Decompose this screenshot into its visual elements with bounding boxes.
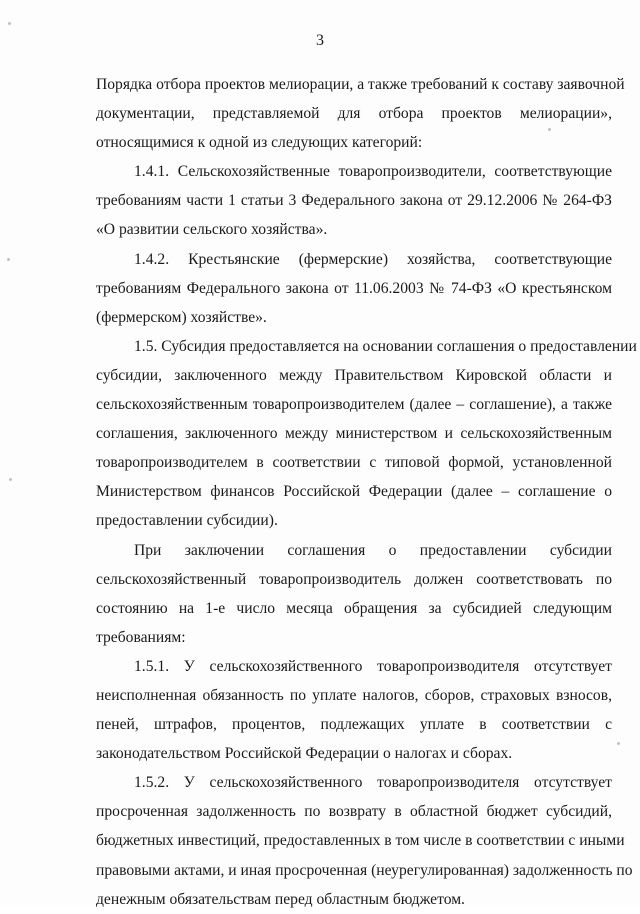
text-line: сельскохозяйственным товаропроизводителем (далее – соглашение), а также xyxy=(96,396,612,414)
text-line: законодательством Российской Федерации о налогах и сборах. xyxy=(96,745,513,763)
text-line: относящимися к одной из следующих категорий: xyxy=(96,134,423,152)
text-line: При заключении соглашения о предоставлении субсидии xyxy=(134,541,612,559)
scan-speck xyxy=(8,22,11,25)
text-line: 1.5.2. У сельскохозяйственного товаропроизводителя отсутствует xyxy=(134,774,612,792)
text-line: просроченная задолженность по возврату в областной бюджет субсидий, xyxy=(96,803,612,821)
paragraph xyxy=(96,332,637,536)
text-line: 1.5.1. У сельскохозяйственного товаропроизводителя отсутствует xyxy=(134,657,612,675)
text-line: неисполненная обязанность по уплате налогов, сборов, страховых взносов, xyxy=(96,686,612,704)
text-line: субсидии, заключенного между Правительством Кировской области и xyxy=(96,366,612,384)
text-line: (фермерском) хозяйстве». xyxy=(96,308,267,326)
scan-speck xyxy=(617,742,620,745)
text-line: Министерством финансов Российской Федерации (далее – соглашение о xyxy=(96,483,612,501)
text-line: требованиям Федерального закона от 11.06.2003 № 74-ФЗ «О крестьянском xyxy=(96,279,612,297)
text-line: «О развитии сельского хозяйства». xyxy=(96,221,328,239)
text-line: правовыми актами, и иная просроченная (неурегулированная) задолженность по xyxy=(96,861,633,879)
paragraph xyxy=(96,768,633,913)
text-line: денежным обязательствам перед областным бюджетом. xyxy=(96,890,465,908)
document-body xyxy=(96,70,637,914)
text-line: предоставлении субсидии). xyxy=(96,512,278,530)
scan-speck xyxy=(9,478,12,481)
text-line: документации, представляемой для отбора проектов мелиорации», xyxy=(96,105,612,123)
paragraph xyxy=(96,652,612,768)
text-line: 1.4.1. Сельскохозяйственные товаропроизводители, соответствующие xyxy=(134,163,612,181)
text-line: соглашения, заключенного между министерством и сельскохозяйственным xyxy=(96,425,612,443)
scan-speck xyxy=(7,258,10,261)
paragraph xyxy=(96,157,612,244)
text-line: 1.5. Субсидия предоставляется на основании соглашения о предоставлении xyxy=(134,337,637,355)
paragraph xyxy=(96,536,612,652)
text-line: Порядка отбора проектов мелиорации, а также требований к составу заявочной xyxy=(96,76,625,93)
text-line: состоянию на 1-е число месяца обращения за субсидией следующим xyxy=(96,599,612,617)
text-line: требованиям: xyxy=(96,628,186,646)
text-line: требованиям части 1 статьи 3 Федерального закона от 29.12.2006 № 264-ФЗ xyxy=(96,192,612,210)
text-line: 1.4.2. Крестьянские (фермерские) хозяйства, соответствующие xyxy=(134,250,612,268)
text-line: пеней, штрафов, процентов, подлежащих уплате в соответствии с xyxy=(96,716,612,734)
paragraph xyxy=(96,245,612,332)
text-line: товаропроизводителем в соответствии с типовой формой, установленной xyxy=(96,454,612,472)
paragraph xyxy=(96,70,625,157)
page-number: 3 xyxy=(316,32,324,49)
text-line: бюджетных инвестиций, предоставленных в том числе в соответствии с иными xyxy=(96,832,625,850)
text-line: сельскохозяйственный товаропроизводитель должен соответствовать по xyxy=(96,570,612,588)
